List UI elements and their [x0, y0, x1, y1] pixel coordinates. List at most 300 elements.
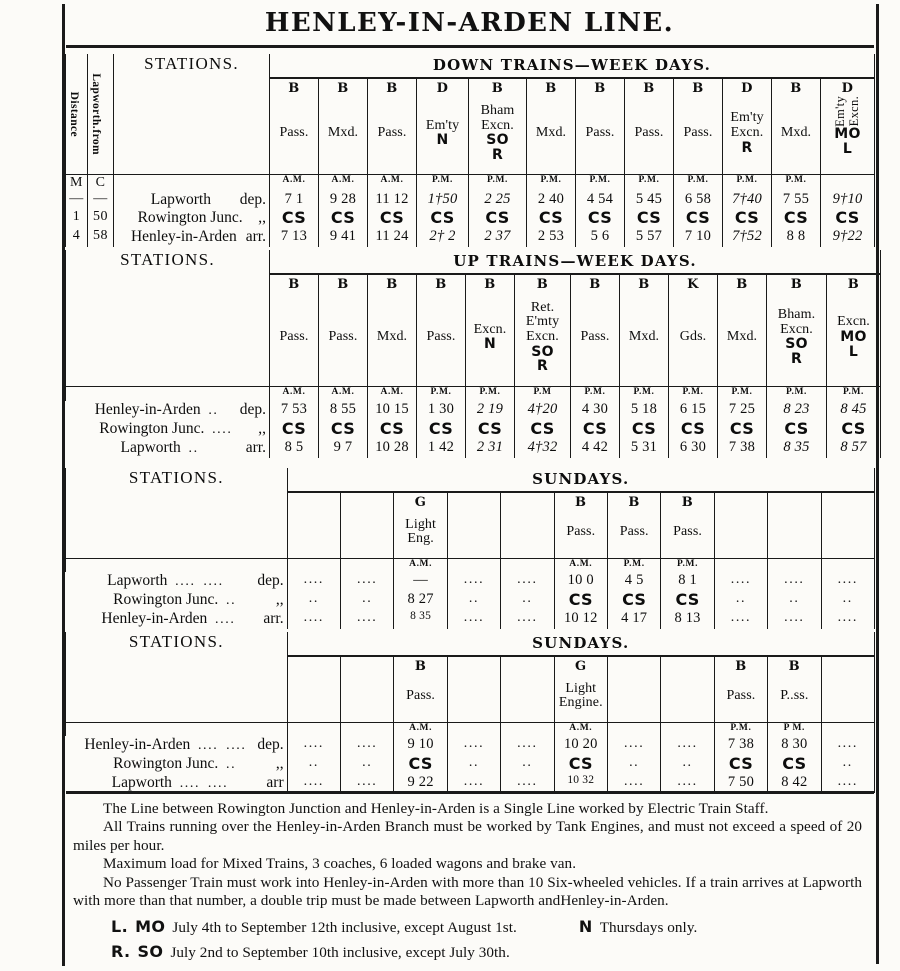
distance-miles: — [66, 191, 88, 210]
train-note-flag: R [741, 139, 753, 156]
time-value: CS [477, 418, 503, 438]
units-row [66, 722, 875, 736]
timetable-cell [341, 755, 394, 774]
train-kind: Mxd. [726, 328, 758, 344]
train-class-code: B [414, 659, 427, 674]
time-value: .... [357, 609, 378, 625]
train-note-flag-2: R [491, 146, 504, 163]
ampm-label: P.M. [687, 174, 709, 185]
timetable-cell [669, 401, 718, 420]
time-value: .. [842, 590, 853, 606]
timetable-cell [620, 401, 669, 420]
station-name: Rowington Junc. [137, 209, 243, 227]
ampm-cell [447, 722, 500, 736]
station-dots: .. [225, 592, 237, 608]
key-legend [73, 917, 862, 962]
train-note-flag-2: L [848, 343, 859, 360]
timetable-cell [718, 401, 767, 420]
time-value: .... [517, 572, 538, 587]
ampm-cell [447, 558, 500, 572]
train-class-code: B [435, 277, 447, 292]
train-column-header [527, 78, 576, 174]
station-dots: .... [197, 738, 219, 753]
time-value: 8 45 [840, 401, 867, 417]
train-column-header [625, 78, 674, 174]
timetable-cell [669, 439, 718, 458]
ampm-label: A.M. [569, 722, 593, 733]
timetable-cell [554, 736, 607, 755]
ampm-label: A.M. [331, 386, 355, 397]
key-right [579, 917, 697, 937]
train-kind: Pass. [585, 124, 615, 140]
train-kind-3: Excn. [526, 328, 559, 344]
time-value: 7 50 [727, 773, 755, 790]
ampm-label: P.M. [633, 386, 655, 397]
train-column-header [368, 274, 417, 386]
station-suffix: ,, [275, 590, 284, 608]
time-value: CS [784, 418, 809, 438]
timetable-cell [554, 572, 607, 591]
ampm-cell [723, 174, 772, 191]
timetable-cell [714, 736, 767, 755]
time-value: 11 12 [375, 190, 409, 207]
train-class-code: D [841, 81, 854, 96]
train-column-header [768, 656, 821, 722]
timetable-cell [319, 439, 368, 458]
empty-column-header [821, 492, 874, 558]
train-note-flag: SO [531, 343, 554, 360]
timetable-cell [319, 209, 368, 228]
train-note-flag-2: R [536, 358, 549, 375]
time-value: .... [463, 736, 485, 751]
time-value: .. [735, 590, 747, 606]
note-paragraph: The Line between Rowington Junction and Henley-in-Arden is a Single Line worked by Electric Train Staff. [103, 800, 769, 817]
ampm-cell [772, 174, 821, 191]
train-kind: Gds. [679, 328, 707, 344]
time-value: 4†32 [527, 438, 558, 455]
train-kind: Bham. [777, 306, 816, 322]
stations-header: STATIONS. [114, 54, 270, 174]
time-value: 1 30 [427, 401, 455, 417]
time-value: CS [631, 418, 657, 438]
station-row-label [66, 774, 288, 793]
timetable-cell [501, 774, 554, 793]
station-row-label [66, 401, 270, 420]
ampm-cell [469, 174, 527, 191]
ampm-label: P.M. [730, 722, 752, 733]
timetable-cell [718, 439, 767, 458]
train-column-header [718, 274, 767, 386]
timetable-cell [714, 774, 767, 793]
train-kind: Bham [480, 102, 515, 118]
timetable-cell [674, 228, 723, 247]
train-kind: Pass. [328, 328, 358, 344]
station-suffix: ,, [275, 754, 284, 772]
time-value: 4 5 [624, 572, 644, 588]
timetable-cell [270, 439, 319, 458]
station-name: Lapworth [107, 572, 168, 589]
station-name: Henley-in-Arden [130, 228, 237, 246]
train-kind-2: Excn. [481, 117, 514, 133]
ampm-label: P.M. [431, 174, 454, 185]
ampm-cell [341, 722, 394, 736]
train-column-header [515, 274, 571, 386]
time-value: .... [463, 609, 485, 625]
train-kind: Pass. [566, 523, 596, 539]
ampm-label: P.M. [584, 386, 606, 397]
train-kind: Pass. [634, 124, 664, 140]
time-value: 8 57 [840, 438, 867, 455]
ampm-label: P.M. [731, 386, 753, 397]
timetable-cell [723, 209, 772, 228]
time-value: .... [837, 609, 858, 625]
timetable-cell [625, 209, 674, 228]
timetable-cell [527, 191, 576, 210]
time-value: 2 19 [476, 401, 504, 417]
train-kind-2: Excn. [846, 96, 861, 127]
stations-header: STATIONS. [66, 632, 288, 722]
time-value: .. [522, 590, 533, 606]
ampm-cell [287, 558, 340, 572]
ampm-label: P.M. [638, 174, 660, 185]
timetable-cell [674, 191, 723, 210]
timetable-cell [576, 191, 625, 210]
distance-header-m [66, 54, 88, 174]
ampm-label: P.M. [430, 386, 452, 397]
timetable-cell [270, 420, 319, 439]
timetable-cell [417, 420, 466, 439]
station-row-label [66, 736, 288, 755]
train-class-code: B [589, 277, 601, 292]
time-value: 8 8 [786, 228, 806, 245]
time-value: CS [728, 753, 754, 773]
empty-column-header [287, 492, 340, 558]
train-note-flag: MO [840, 328, 867, 345]
station-dots: .... [175, 574, 196, 589]
time-value: CS [530, 418, 555, 438]
timetable-cell [625, 191, 674, 210]
station-suffix: dep. [257, 736, 284, 753]
timetable-cell [319, 420, 368, 439]
timetable-cell [772, 228, 821, 247]
time-value: 7 25 [728, 401, 756, 417]
time-value: 2 53 [537, 228, 565, 245]
train-kind: Pass. [279, 124, 309, 140]
timetable-cell [718, 420, 767, 439]
timetable-cell [821, 736, 874, 755]
timetable-cell [515, 401, 571, 420]
train-class-code: B [681, 495, 694, 510]
timetable-cell [821, 774, 874, 793]
train-column-header [319, 274, 368, 386]
train-column-header [554, 656, 607, 722]
timetable-cell [527, 209, 576, 228]
timetable-cell [319, 228, 368, 247]
table-row [66, 591, 875, 610]
time-value: 7 13 [280, 228, 308, 245]
timetable-cell [287, 774, 340, 793]
distance-header-line-3: Lapworth. [89, 73, 102, 129]
ampm-label: P.M. [486, 174, 509, 185]
station-name: Lapworth [150, 190, 211, 208]
train-column-header [466, 274, 515, 386]
distance-chains: 58 [88, 228, 114, 247]
time-value: .. [362, 590, 373, 606]
time-value: 7 10 [684, 228, 712, 245]
empty-column-header [341, 656, 394, 722]
ampm-cell [827, 386, 881, 401]
time-value: CS [841, 418, 866, 438]
time-value: CS [430, 208, 455, 228]
timetable-cell [768, 755, 821, 774]
train-column-header [674, 78, 723, 174]
units-row [66, 386, 881, 401]
station-dots-2: .... [226, 738, 247, 753]
time-value: CS [582, 418, 608, 438]
timetable-cell [368, 228, 417, 247]
table-row [66, 774, 875, 793]
ampm-label: A.M. [380, 174, 404, 185]
ampm-cell [571, 386, 620, 401]
time-value: CS [281, 208, 307, 228]
train-kind: Em'ty [425, 117, 460, 133]
timetable-cell [341, 591, 394, 610]
time-value: CS [680, 418, 706, 438]
time-value: CS [729, 418, 755, 438]
ampm-cell [368, 174, 417, 191]
empty-column-header [768, 492, 821, 558]
timetable-cell [821, 572, 874, 591]
key-right-text: Thursdays only. [599, 919, 698, 937]
station-dots: .... [179, 775, 201, 791]
timetable-cell [501, 755, 554, 774]
timetable-cell [287, 572, 340, 591]
train-column-header [368, 78, 417, 174]
timetable-cell [447, 736, 500, 755]
down-trains-heading: DOWN TRAINS—WEEK DAYS. [270, 54, 875, 78]
timetable-cell [287, 755, 340, 774]
table-row [66, 439, 881, 458]
stations-spacer [66, 722, 288, 736]
train-column-header [620, 274, 669, 386]
time-value: 10 28 [375, 438, 409, 455]
time-value: 9 7 [333, 438, 353, 455]
train-kind: Pass. [619, 523, 649, 539]
train-kind: Excn. [473, 321, 507, 337]
ampm-label: P.M. [589, 174, 611, 185]
timetable-cell [772, 191, 821, 210]
time-value: 8 30 [781, 736, 808, 752]
time-value: 8 42 [781, 773, 808, 790]
train-kind: Light [565, 680, 597, 696]
timetable-cell [607, 610, 660, 629]
ampm-cell [417, 386, 466, 401]
time-value: CS [485, 208, 510, 228]
train-kind: Pass. [279, 328, 309, 344]
train-column-header [772, 78, 821, 174]
key-row [73, 917, 862, 937]
ampm-cell [674, 174, 723, 191]
timetable-cell [515, 420, 571, 439]
time-value: .. [842, 754, 853, 770]
time-value: 7 53 [280, 401, 308, 417]
train-column-header [417, 274, 466, 386]
timetable-cell [827, 439, 881, 458]
ampm-label: P.M. [479, 386, 501, 397]
timetable-cell [821, 228, 875, 247]
timetable-cell [368, 401, 417, 420]
ampm-cell [501, 722, 554, 736]
time-value: 8 1 [678, 572, 697, 588]
train-column-header [394, 656, 447, 722]
up-trains-table [65, 250, 881, 458]
chains-label: C [88, 174, 114, 191]
timetable-cell [554, 610, 607, 629]
train-kind: Em'ty [832, 96, 847, 127]
station-name: Henley-in-Arden [101, 609, 208, 627]
time-value: CS [835, 208, 860, 228]
train-class-code: B [638, 277, 650, 292]
ampm-cell [821, 558, 874, 572]
key-code: MO [135, 917, 166, 937]
time-value: 9 41 [329, 228, 357, 245]
ampm-cell [287, 722, 340, 736]
timetable-cell [341, 572, 394, 591]
timetable-cell [466, 401, 515, 420]
time-value: .. [308, 754, 319, 770]
timetable-cell [827, 401, 881, 420]
timetable-cell [368, 191, 417, 210]
ampm-cell [319, 174, 368, 191]
timetable-cell [466, 439, 515, 458]
train-class-code: B [692, 81, 704, 96]
train-column-header [394, 492, 447, 558]
stations-header: STATIONS. [66, 468, 288, 558]
time-value: .... [837, 736, 858, 751]
timetable-cell [674, 209, 723, 228]
train-kind: Mxd. [327, 124, 359, 140]
distance-chains: 50 [88, 209, 114, 228]
ampm-cell [368, 386, 417, 401]
ampm-cell [341, 558, 394, 572]
time-value: 2 25 [484, 190, 511, 207]
ampm-label: P.M. [677, 558, 699, 569]
train-kind: Mxd. [535, 124, 567, 140]
timetable-cell [394, 572, 447, 591]
timetable-cell [821, 610, 874, 629]
train-class-code: G [574, 659, 587, 674]
timetable-cell [607, 774, 660, 793]
timetable-cell [661, 736, 714, 755]
timetable-cell [669, 420, 718, 439]
timetable-cell [469, 209, 527, 228]
timetable-cell [447, 755, 500, 774]
time-value: 2† 2 [429, 228, 456, 245]
timetable-cell [270, 191, 319, 210]
ampm-cell [821, 174, 875, 191]
time-value: 4†20 [527, 401, 558, 417]
sundays-heading: SUNDAYS. [287, 632, 874, 656]
distance-header-line-2: from [89, 129, 102, 156]
timetable-cell [417, 439, 466, 458]
section-header-row [66, 250, 881, 274]
timetable-cell [714, 591, 767, 610]
timetable-cell [417, 228, 469, 247]
timetable-cell [768, 736, 821, 755]
train-class-code: B [736, 277, 748, 292]
train-kind: Pass. [673, 523, 702, 539]
empty-column-header [501, 492, 554, 558]
train-kind: Pass. [406, 687, 436, 703]
train-kind-2: Eng. [407, 531, 434, 547]
miles-label: M [66, 174, 88, 191]
timetable-cell [554, 755, 607, 774]
train-column-header [576, 78, 625, 174]
timetable-cell [768, 774, 821, 793]
key-letter: R. [111, 941, 131, 961]
ampm-cell [714, 722, 767, 736]
timetable-cell [554, 591, 607, 610]
stations-header: STATIONS. [66, 250, 270, 386]
ampm-cell [661, 722, 714, 736]
time-value: 5 45 [635, 190, 663, 207]
time-value: 8 55 [329, 401, 357, 417]
time-value: .... [730, 572, 752, 587]
time-value: .... [463, 773, 485, 789]
time-value: 2 31 [476, 438, 504, 455]
train-column-header [319, 78, 368, 174]
timetable-cell [270, 209, 319, 228]
note-paragraph: All Trains running over the Henley-in-Arden Branch must be worked by Tank Engines, and must not exceed a speed of 20 miles per hour. [73, 818, 862, 854]
time-value: 7 1 [284, 190, 304, 207]
timetable-cell [768, 572, 821, 591]
time-value: CS [330, 418, 356, 438]
time-value: 8 23 [783, 401, 810, 417]
key-text: July 2nd to September 10th inclusive, except July 30th. [170, 943, 510, 961]
ampm-cell [620, 386, 669, 401]
ampm-label: P.M [533, 386, 552, 397]
train-class-code: B [386, 81, 398, 96]
notes-block [63, 795, 876, 962]
table-row [66, 209, 875, 228]
stations-spacer [66, 558, 288, 572]
train-kind: Mxd. [628, 328, 660, 344]
timetable-cell [447, 774, 500, 793]
timetable-cell [714, 572, 767, 591]
time-value: .... [623, 773, 645, 789]
train-column-header [417, 78, 469, 174]
stations-spacer [114, 174, 270, 191]
timetable-cell [447, 610, 500, 629]
time-value: 10 15 [375, 401, 409, 417]
time-value: .. [308, 590, 319, 606]
train-note-flag: SO [486, 132, 509, 149]
empty-column-header [287, 656, 340, 722]
train-class-code: B [545, 81, 557, 96]
empty-column-header [607, 656, 660, 722]
train-kind: Light [405, 516, 437, 532]
time-value: 4 17 [621, 609, 648, 626]
train-class-code: B [628, 495, 640, 510]
ampm-label: P.M. [785, 386, 808, 397]
train-class-code: B [575, 495, 587, 510]
ampm-label: P M. [783, 722, 806, 733]
timetable-cell [394, 736, 447, 755]
stations-spacer [66, 386, 270, 401]
time-value: 9†10 [832, 190, 863, 207]
timetable-cell [723, 228, 772, 247]
units-row [66, 558, 875, 572]
